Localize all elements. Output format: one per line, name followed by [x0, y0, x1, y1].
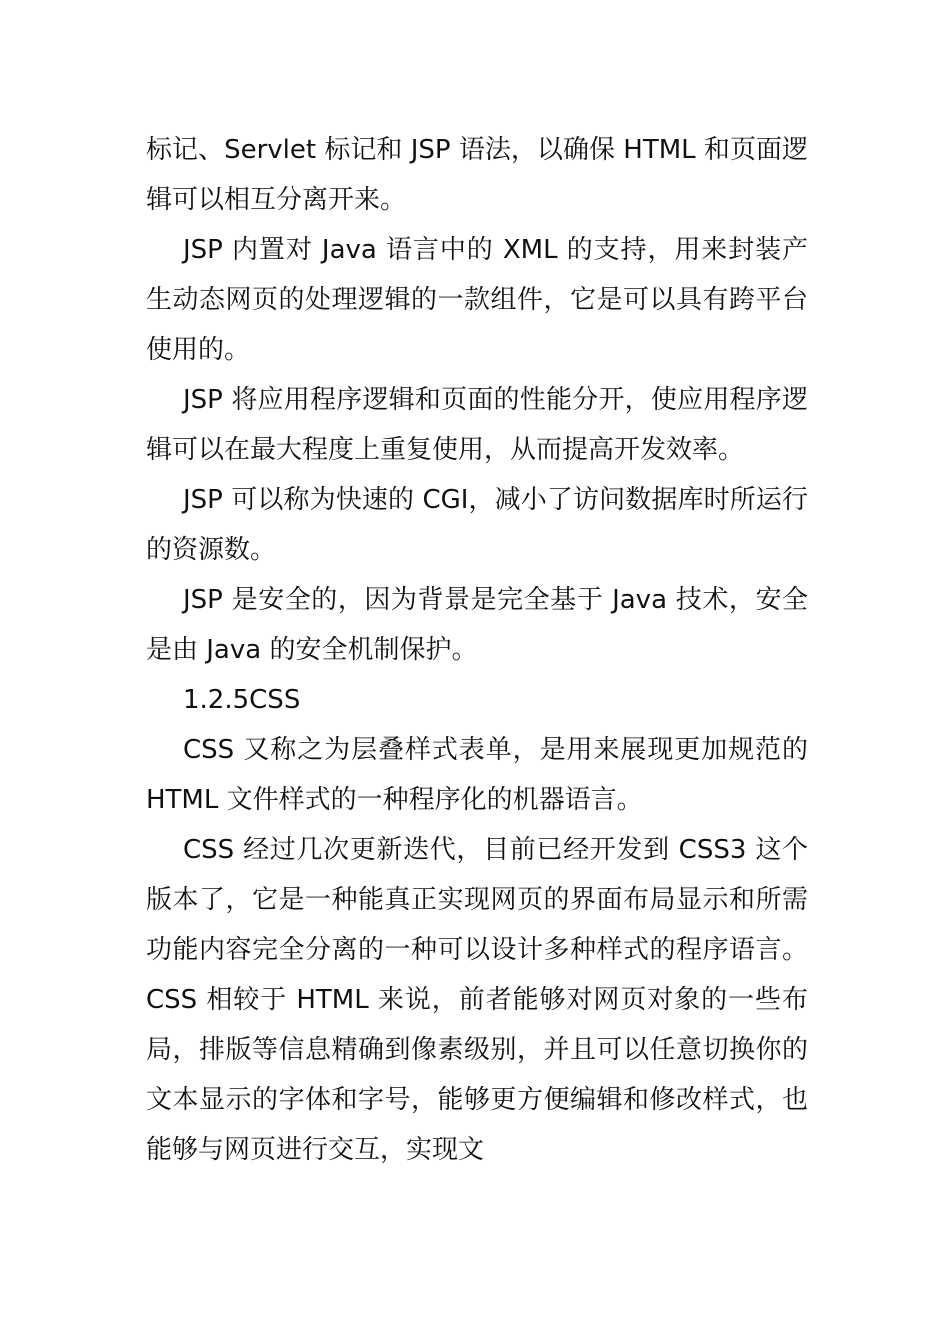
paragraph-jsp-cgi: JSP 可以称为快速的 CGI，减小了访问数据库时所运行的资源数。	[146, 485, 808, 565]
paragraph-css-definition: CSS 又称之为层叠样式表单，是用来展现更加规范的 HTML 文件样式的一种程序化的机器语言。	[146, 735, 808, 815]
paragraph-jsp-logic: JSP 将应用程序逻辑和页面的性能分开，使应用程序逻辑可以在最大程度上重复使用，从而提高开发效率。	[146, 385, 808, 465]
paragraph-jsp-security: JSP 是安全的，因为背景是完全基于 Java 技术，安全是由 Java 的安全机制保护。	[146, 585, 808, 665]
paragraph-jsp-xml: JSP 内置对 Java 语言中的 XML 的支持，用来封装产生动态网页的处理逻辑的一款组件，它是可以具有跨平台使用的。	[146, 235, 808, 365]
paragraph-css-versions: CSS 经过几次更新迭代，目前已经开发到 CSS3 这个版本了，它是一种能真正实现网页的界面布局显示和所需功能内容完全分离的一种可以设计多种样式的程序语言。CSS 相较于 HTML 来说，前者能够对网页对象的一些布局，排版等信息精确到像素级别，并且可以任意切换你的文本显示的字体和字号，能够更方便编辑和修改样式，也能够与网页进行交互，实现文	[146, 835, 808, 1165]
document-page	[146, 125, 808, 1175]
paragraph-continuation: 标记、Servlet 标记和 JSP 语法，以确保 HTML 和页面逻辑可以相互分离开来。	[146, 135, 808, 215]
section-heading: 1.2.5CSS	[183, 685, 301, 715]
